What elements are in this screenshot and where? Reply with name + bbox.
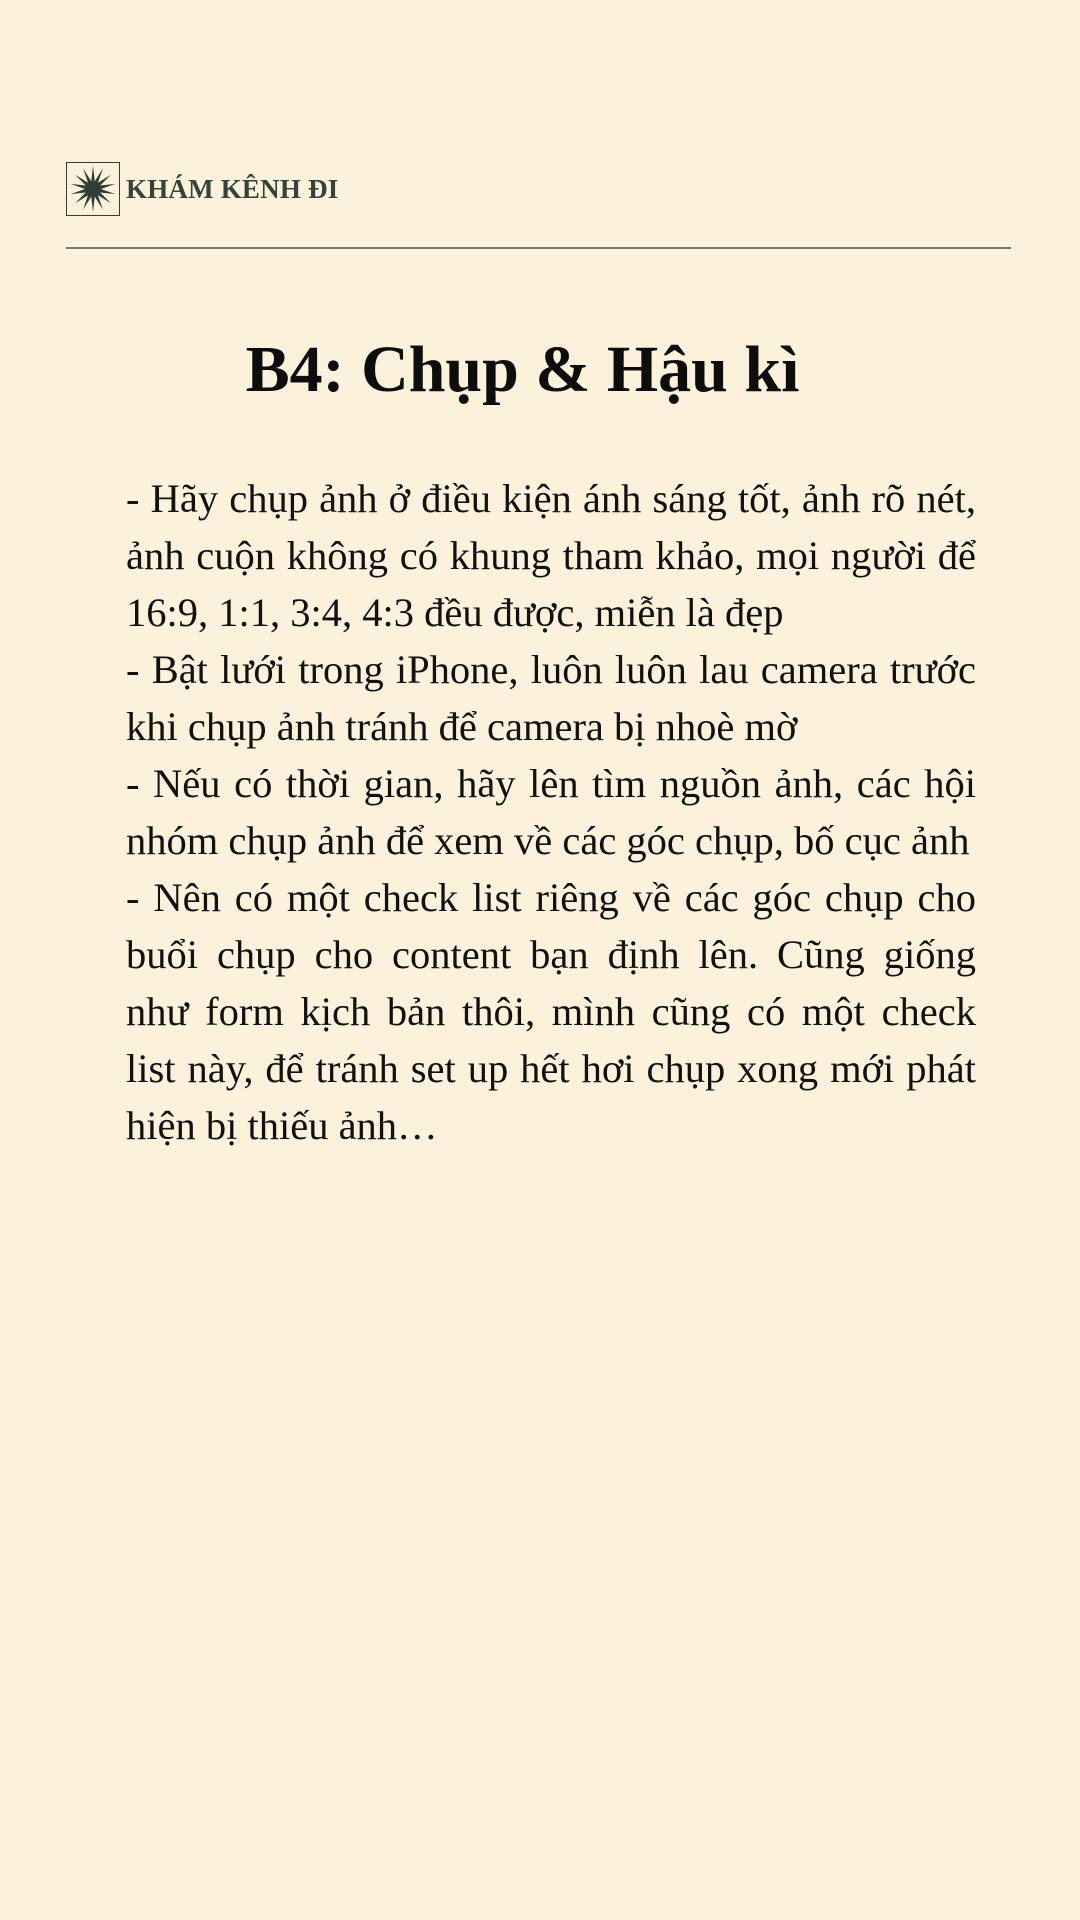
content-body <box>126 470 976 1154</box>
paragraph-1: - Hãy chụp ảnh ở điều kiện ánh sáng tốt, ảnh rõ nét, ảnh cuộn không có khung tham khảo, mọi người để 16:9, 1:1, 3:4, 4:3 đều được, miễn là đẹp <box>126 476 976 635</box>
brand-name: KHÁM KÊNH ĐI <box>126 173 339 204</box>
paragraph-3: - Nếu có thời gian, hãy lên tìm nguồn ảnh, các hội nhóm chụp ảnh để xem về các góc chụp, bố cục ảnh <box>126 761 976 863</box>
header-divider <box>66 247 1011 249</box>
starburst-icon <box>68 164 118 214</box>
page-title: B4: Chụp & Hậu kì <box>245 333 800 406</box>
paragraph-2: - Bật lưới trong iPhone, luôn luôn lau camera trước khi chụp ảnh tránh để camera bị nhoè mờ <box>126 647 976 749</box>
paragraph-4: - Nên có một check list riêng về các góc chụp cho buổi chụp cho content bạn định lên. Cũng giống như form kịch bản thôi, mình cũng có một check list này, để tránh set up hết hơi chụp xong mới phát hiện bị thiếu ảnh… <box>126 875 976 1148</box>
brand-header <box>66 162 338 216</box>
brand-logo <box>66 162 120 216</box>
